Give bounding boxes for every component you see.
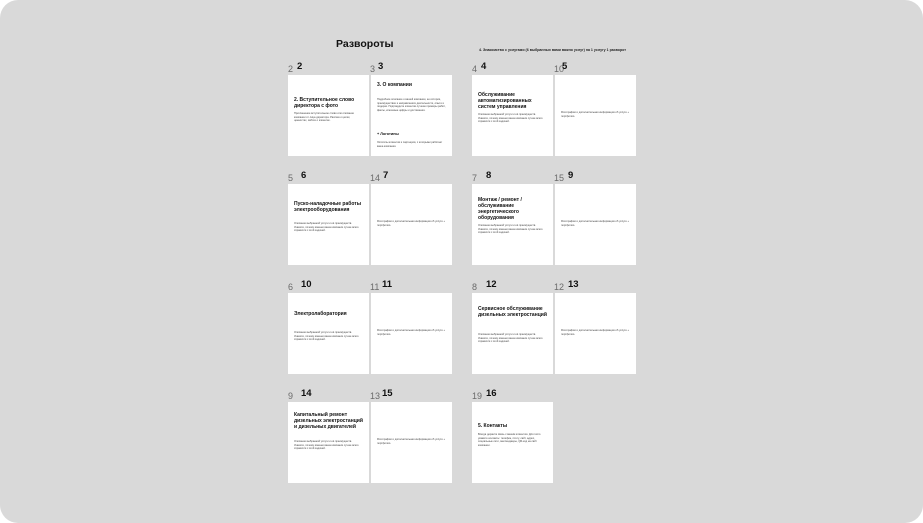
spread-number: 5 [288,173,294,183]
page-left[interactable] [472,293,553,374]
page-text: Всегда держите связь с вашим клиентом. Для этого укажите контакты: телефон, почту, сайт, адрес, социальные сети, мессенджеры, QR-код на сайт компании. [478,433,541,447]
spread-number: 4 [472,64,478,74]
page-text: Фотографии и дополнительная информация об услуге + портфолио. [377,220,446,227]
page-right[interactable] [371,75,452,156]
page-text: Описание выбранной услуги и её преимуществ. Укажите, почему именно ваша компания лучше всего справится с этой задачей. [294,222,359,233]
section-note: 4. Знакомство с услугами (6 выбранных вами важно услуг) на 1 услугу 1 разворот [479,48,627,52]
page-title: Развороты [336,38,394,50]
page-number: 11 [382,279,393,290]
page-subheading: + Логотипы [377,132,399,136]
page-text: Фотографии и дополнительная информация об услуге + портфолио. [561,329,630,336]
page-number: 15 [382,388,393,399]
page-text: Описание выбранной услуги и её преимуществ. Укажите, почему именно ваша компания лучше всего справится с этой задачей. [294,331,359,342]
page-right[interactable] [371,184,452,265]
page-text: Логотипы клиентов и партнеров, с которыми работает ваша компания. [377,141,443,148]
spread-3[interactable] [288,170,453,279]
page-text: Описание выбранной услуги и её преимуществ. Укажите, почему именно ваша компания лучше всего справится с этой задачей. [478,224,543,235]
page-heading: 5. Контакты [478,423,508,429]
page-heading: 2. Вступительное слово директора с фото [294,97,355,110]
page-text: Фотографии и дополнительная информация об услуге + портфолио. [377,438,446,445]
spread-4[interactable] [472,170,637,279]
spread-number: 19 [472,391,483,401]
page-right[interactable] [555,184,636,265]
page-number: 8 [486,170,492,181]
spread-number: 2 [288,64,294,74]
page-heading: Обслуживание автоматизированных систем управления [478,92,532,111]
spread-number: 15 [554,173,565,183]
page-left[interactable] [288,402,369,483]
page-number: 3 [378,61,384,72]
page-right[interactable] [555,293,636,374]
page-left[interactable] [288,184,369,265]
page-number: 7 [383,170,389,181]
page-right[interactable] [371,402,452,483]
page-text: Фотографии и дополнительная информация об услуге + портфолио. [561,111,630,118]
page-number: 12 [486,279,497,290]
page-number: 10 [301,279,312,290]
spread-number: 7 [472,173,478,183]
page-text: Фотографии и дополнительная информация об услуге + портфолио. [377,329,446,336]
spread-number: 14 [370,173,381,183]
page-text: Описание выбранной услуги и её преимуществ. Укажите, почему именно ваша компания лучше всего справится с этой задачей. [478,113,543,124]
page-number: 9 [568,170,574,181]
page-heading: Сервисное обслуживание дизельных электростанций [478,306,547,319]
spread-number: 12 [554,282,565,292]
page-right[interactable] [371,293,452,374]
page-left[interactable] [288,293,369,374]
spread-7[interactable] [288,388,453,497]
spread-number: 6 [288,282,294,292]
spread-2[interactable] [472,61,637,170]
page-number: 16 [486,388,497,399]
spread-number: 10 [554,64,565,74]
spread-number: 11 [370,282,380,292]
page-heading: Электролаборатория [294,311,347,317]
spread-1[interactable] [288,61,453,170]
page-number: 14 [301,388,312,399]
page-left[interactable] [472,402,553,483]
spread-8[interactable] [472,388,637,497]
spread-number: 8 [472,282,478,292]
spread-6[interactable] [472,279,637,388]
page-heading: Пуско-наладочные работы электрооборудования [294,201,361,214]
spread-number: 3 [370,64,376,74]
page-text: Описание выбранной услуги и её преимуществ. Укажите, почему именно ваша компания лучше всего справится с этой задачей. [478,333,543,344]
page-text: Описание выбранной услуги и её преимуществ. Укажите, почему именно ваша компания лучше всего справится с этой задачей. [294,440,359,451]
page-left[interactable] [472,184,553,265]
page-heading: Монтаж / ремонт / обслуживание энергетического оборудования [478,197,522,222]
page-text: Фотографии и дополнительная информация об услуге + портфолио. [561,220,630,227]
page-number: 6 [301,170,307,181]
page-number: 13 [568,279,579,290]
page-number: 4 [481,61,487,72]
spread-number: 9 [288,391,294,401]
page-left[interactable] [288,75,369,156]
page-right[interactable] [555,75,636,156]
page-number: 5 [562,61,568,72]
page-text: Подробное описание о вашей компании, ее истории, преимуществах и направлениях деятельности, опыте и лидерах. Подтвердите клиентов лучшие примеры работ, факты, ключевые цифры и достижения. [377,98,446,112]
page-text: Приглашение вступительное слово или описание компании от лица директора. Рассказ о целях, ценностях, заботе о клиентах. [294,112,354,123]
spread-number: 13 [370,391,381,401]
page-number: 2 [297,61,303,72]
spread-5[interactable] [288,279,453,388]
page-heading: Капитальный ремонт дизельных электростанций и дизельных двигателей [294,412,363,431]
page-left[interactable] [472,75,553,156]
page-heading: 3. О компании [377,82,412,88]
